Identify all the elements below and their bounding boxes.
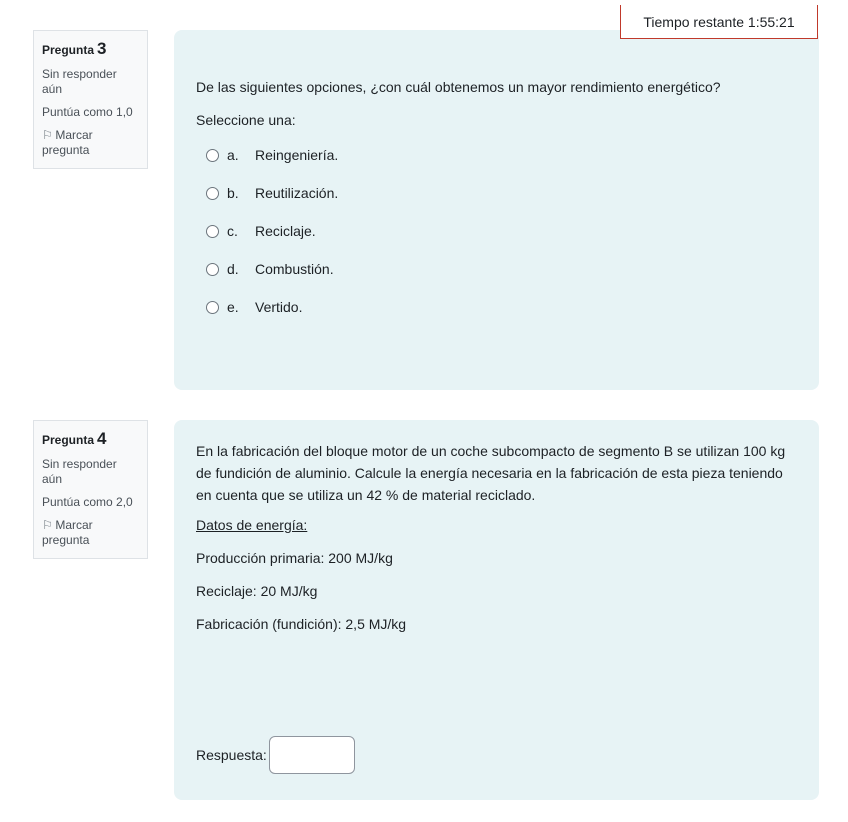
option-b[interactable] xyxy=(196,174,797,212)
answer-row xyxy=(196,736,355,774)
question-3-flag-label: Marcar pregunta xyxy=(42,128,93,157)
radio-e[interactable] xyxy=(206,301,219,314)
timer-value: 1:55:21 xyxy=(747,13,795,30)
question-4-number: Pregunta 4 xyxy=(42,429,107,448)
question-3-flag-link[interactable] xyxy=(42,128,139,158)
radio-d[interactable] xyxy=(206,263,219,276)
question-3-prompt: Seleccione una: xyxy=(196,112,296,128)
radio-a[interactable] xyxy=(206,149,219,162)
energy-data-line: Fabricación (fundición): 2,5 MJ/kg xyxy=(196,616,407,632)
answer-label: Respuesta: xyxy=(196,747,267,763)
flag-icon: ⚐ xyxy=(42,518,53,532)
option-c[interactable] xyxy=(196,212,797,250)
question-4-text: En la fabricación del bloque motor de un coche subcompacto de segmento B se utilizan 100 kg de fundición de aluminio. Calcule la energía necesaria en la fabricación de esta pieza teniendo en cuenta que se utiliza un 42 % de material reciclado. xyxy=(196,443,786,503)
question-3-text: De las siguientes opciones, ¿con cuál obtenemos un mayor rendimiento energético? xyxy=(196,79,721,95)
option-b-text: Reutilización. xyxy=(255,185,339,201)
timer-label: Tiempo restante xyxy=(643,13,745,30)
question-3-info xyxy=(33,30,148,169)
energy-data-line: Reciclaje: 20 MJ/kg xyxy=(196,583,318,599)
option-d[interactable] xyxy=(196,250,797,288)
question-3-score: Puntúa como 1,0 xyxy=(42,105,133,119)
option-b-letter: b. xyxy=(227,185,239,201)
radio-c[interactable] xyxy=(206,225,219,238)
option-a-text: Reingeniería. xyxy=(255,147,339,163)
question-3-options xyxy=(196,136,797,326)
flag-icon: ⚐ xyxy=(42,128,53,142)
option-c-text: Reciclaje. xyxy=(255,223,316,239)
option-e[interactable] xyxy=(196,288,797,326)
option-a-letter: a. xyxy=(227,147,239,163)
question-4-info xyxy=(33,420,148,559)
question-4-flag-link[interactable] xyxy=(42,518,139,548)
answer-input[interactable] xyxy=(269,736,355,774)
option-d-letter: d. xyxy=(227,261,239,277)
timer-box xyxy=(620,5,818,39)
option-e-text: Vertido. xyxy=(255,299,303,315)
question-4-status: Sin responder aún xyxy=(42,457,117,486)
question-3-status: Sin responder aún xyxy=(42,67,117,96)
question-3-number: Pregunta 3 xyxy=(42,39,107,58)
option-d-text: Combustión. xyxy=(255,261,334,277)
radio-b[interactable] xyxy=(206,187,219,200)
option-c-letter: c. xyxy=(227,223,238,239)
energy-data-line: Producción primaria: 200 MJ/kg xyxy=(196,550,393,566)
question-4-content xyxy=(174,420,819,800)
question-4-score: Puntúa como 2,0 xyxy=(42,495,133,509)
option-a[interactable] xyxy=(196,136,797,174)
energy-data-title: Datos de energía: xyxy=(196,517,308,533)
option-e-letter: e. xyxy=(227,299,239,315)
question-4-flag-label: Marcar pregunta xyxy=(42,518,93,547)
question-3-content xyxy=(174,30,819,390)
